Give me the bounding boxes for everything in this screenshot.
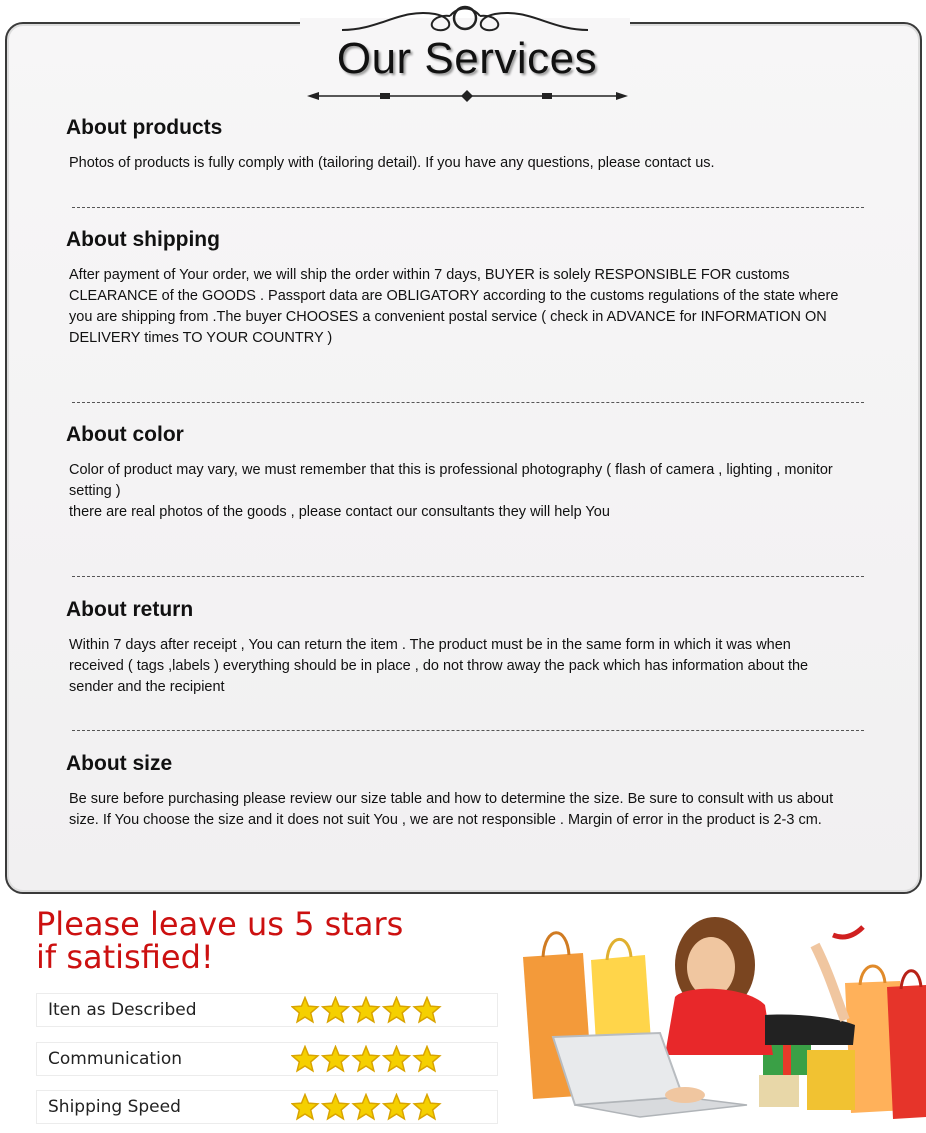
rating-label: Shipping Speed xyxy=(48,1097,181,1117)
page-title: Our Services xyxy=(336,34,598,83)
star-icon xyxy=(323,1047,349,1071)
promo-line-2: if satisfied! xyxy=(36,938,214,976)
section-about-return xyxy=(66,598,866,698)
section-text: Be sure before purchasing please review our size table and how to determine the size. Be sure to consult with us about size. If You choose the size and it does not suit You , we are not responsible . Margin of error in the product is 2-3 cm. xyxy=(69,791,834,828)
section-title: About shipping xyxy=(66,228,220,251)
star-icon xyxy=(384,1095,410,1119)
star-icon xyxy=(353,998,379,1022)
five-star-rating-icon xyxy=(291,1045,491,1073)
flourish-ornament-icon xyxy=(340,0,590,36)
five-star-rating-icon xyxy=(291,1093,491,1121)
star-icon xyxy=(292,1095,318,1119)
rating-label: Communication xyxy=(48,1049,182,1069)
promo-line-1: Please leave us 5 stars xyxy=(36,905,404,943)
section-about-size xyxy=(66,752,866,831)
section-text: After payment of Your order, we will ship the order within 7 days, BUYER is solely RESPONSIBLE FOR customs CLEARANCE of the GOODS . Passport data are OBLIGATORY according to the customs regulations of the state where you are shipping from .The buyer CHOOSES a convenient postal service ( check in ADVANCE for INFORMATION ON DELIVERY times TO YOUR COUNTRY ) xyxy=(69,267,839,346)
star-icon xyxy=(414,1095,440,1119)
section-title: About products xyxy=(66,116,223,139)
section-title: About return xyxy=(66,598,194,621)
dashed-divider xyxy=(72,402,864,403)
divider-ornament-icon xyxy=(305,86,630,106)
star-icon xyxy=(414,998,440,1022)
rating-row-item-described xyxy=(36,993,498,1027)
services-header xyxy=(0,0,926,110)
woman-laptop-shopping-bags-illustration xyxy=(515,905,926,1133)
section-text: Within 7 days after receipt , You can return the item . The product must be in the same form in which it was when received ( tags ,labels ) everything should be in place , do not throw away the pack which has information about the sender and the recipient xyxy=(69,637,809,695)
rating-row-communication xyxy=(36,1042,498,1076)
dashed-divider xyxy=(72,730,864,731)
star-icon xyxy=(384,1047,410,1071)
star-icon xyxy=(414,1047,440,1071)
star-icon xyxy=(323,998,349,1022)
section-text: Color of product may vary, we must remember that this is professional photography ( flash of camera , lighting , monitor setting ) there are real photos of the goods , please contact our consultants they will help You xyxy=(69,462,833,520)
section-about-products xyxy=(66,116,866,174)
section-about-color xyxy=(66,423,866,523)
dashed-divider xyxy=(72,207,864,208)
star-icon xyxy=(292,1047,318,1071)
five-star-rating-icon xyxy=(291,996,491,1024)
star-icon xyxy=(384,998,410,1022)
section-title: About size xyxy=(66,752,173,775)
star-icon xyxy=(353,1095,379,1119)
star-icon xyxy=(292,998,318,1022)
section-text: Photos of products is fully comply with (tailoring detail). If you have any questions, please contact us. xyxy=(69,155,715,171)
star-icon xyxy=(323,1095,349,1119)
dashed-divider xyxy=(72,576,864,577)
rating-label: Iten as Described xyxy=(48,1000,197,1020)
rating-row-shipping-speed xyxy=(36,1090,498,1124)
section-about-shipping xyxy=(66,228,866,349)
section-title: About color xyxy=(66,423,184,446)
star-icon xyxy=(353,1047,379,1071)
promo-heading xyxy=(36,905,404,976)
